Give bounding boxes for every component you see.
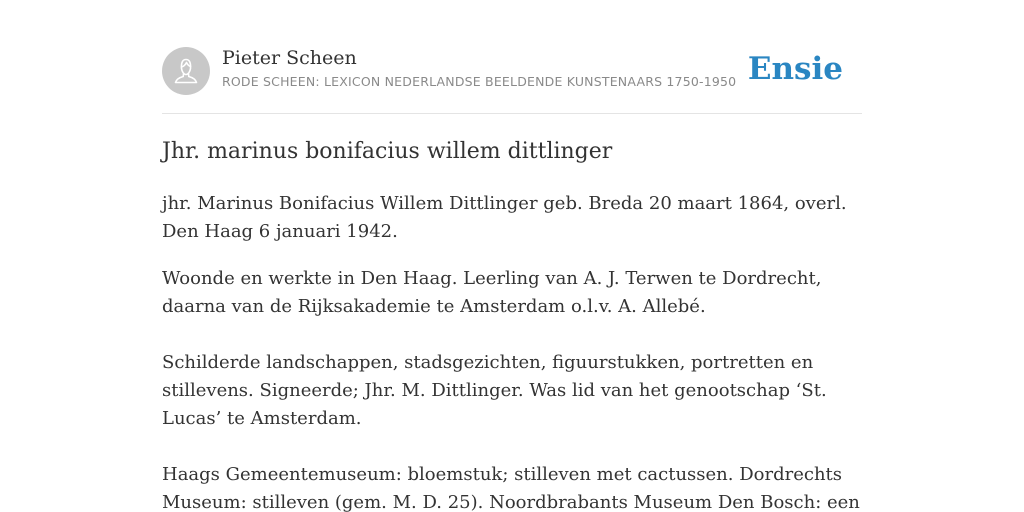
article-paragraph: Woonde en werkte in Den Haag. Leerling van A. J. Terwen te Dordrecht, daarna van de Rijksakademie te Amsterdam o.l.v. A. Allebé. bbox=[162, 268, 822, 317]
user-silhouette-icon bbox=[162, 47, 210, 95]
author-name[interactable]: Pieter Scheen bbox=[222, 47, 357, 69]
ensie-logo[interactable]: Ensie bbox=[747, 51, 843, 87]
article-paragraph: Haags Gemeentemuseum: bloemstuk; stilleven met cactussen. Dordrechts Museum: stilleven (gem. M. D. 25). Noordbrabants Museum Den Bosch: een bbox=[162, 464, 860, 512]
avatar[interactable] bbox=[162, 47, 210, 95]
header-divider bbox=[162, 113, 862, 114]
source-title[interactable]: RODE SCHEEN: LEXICON NEDERLANDSE BEELDENDE KUNSTENAARS 1750-1950 bbox=[222, 74, 737, 89]
article bbox=[162, 136, 862, 512]
author-header bbox=[162, 46, 862, 96]
article-paragraph: Schilderde landschappen, stadsgezichten, figuurstukken, portretten en stillevens. Signeerde; Jhr. M. Dittlinger. Was lid van het genootschap ‘St. Lucas’ te Amsterdam. bbox=[162, 352, 827, 429]
article-paragraph: jhr. Marinus Bonifacius Willem Dittlinger geb. Breda 20 maart 1864, overl. Den Haag 6 januari 1942. bbox=[162, 193, 847, 242]
article-title: Jhr. marinus bonifacius willem dittlinger bbox=[162, 139, 613, 164]
